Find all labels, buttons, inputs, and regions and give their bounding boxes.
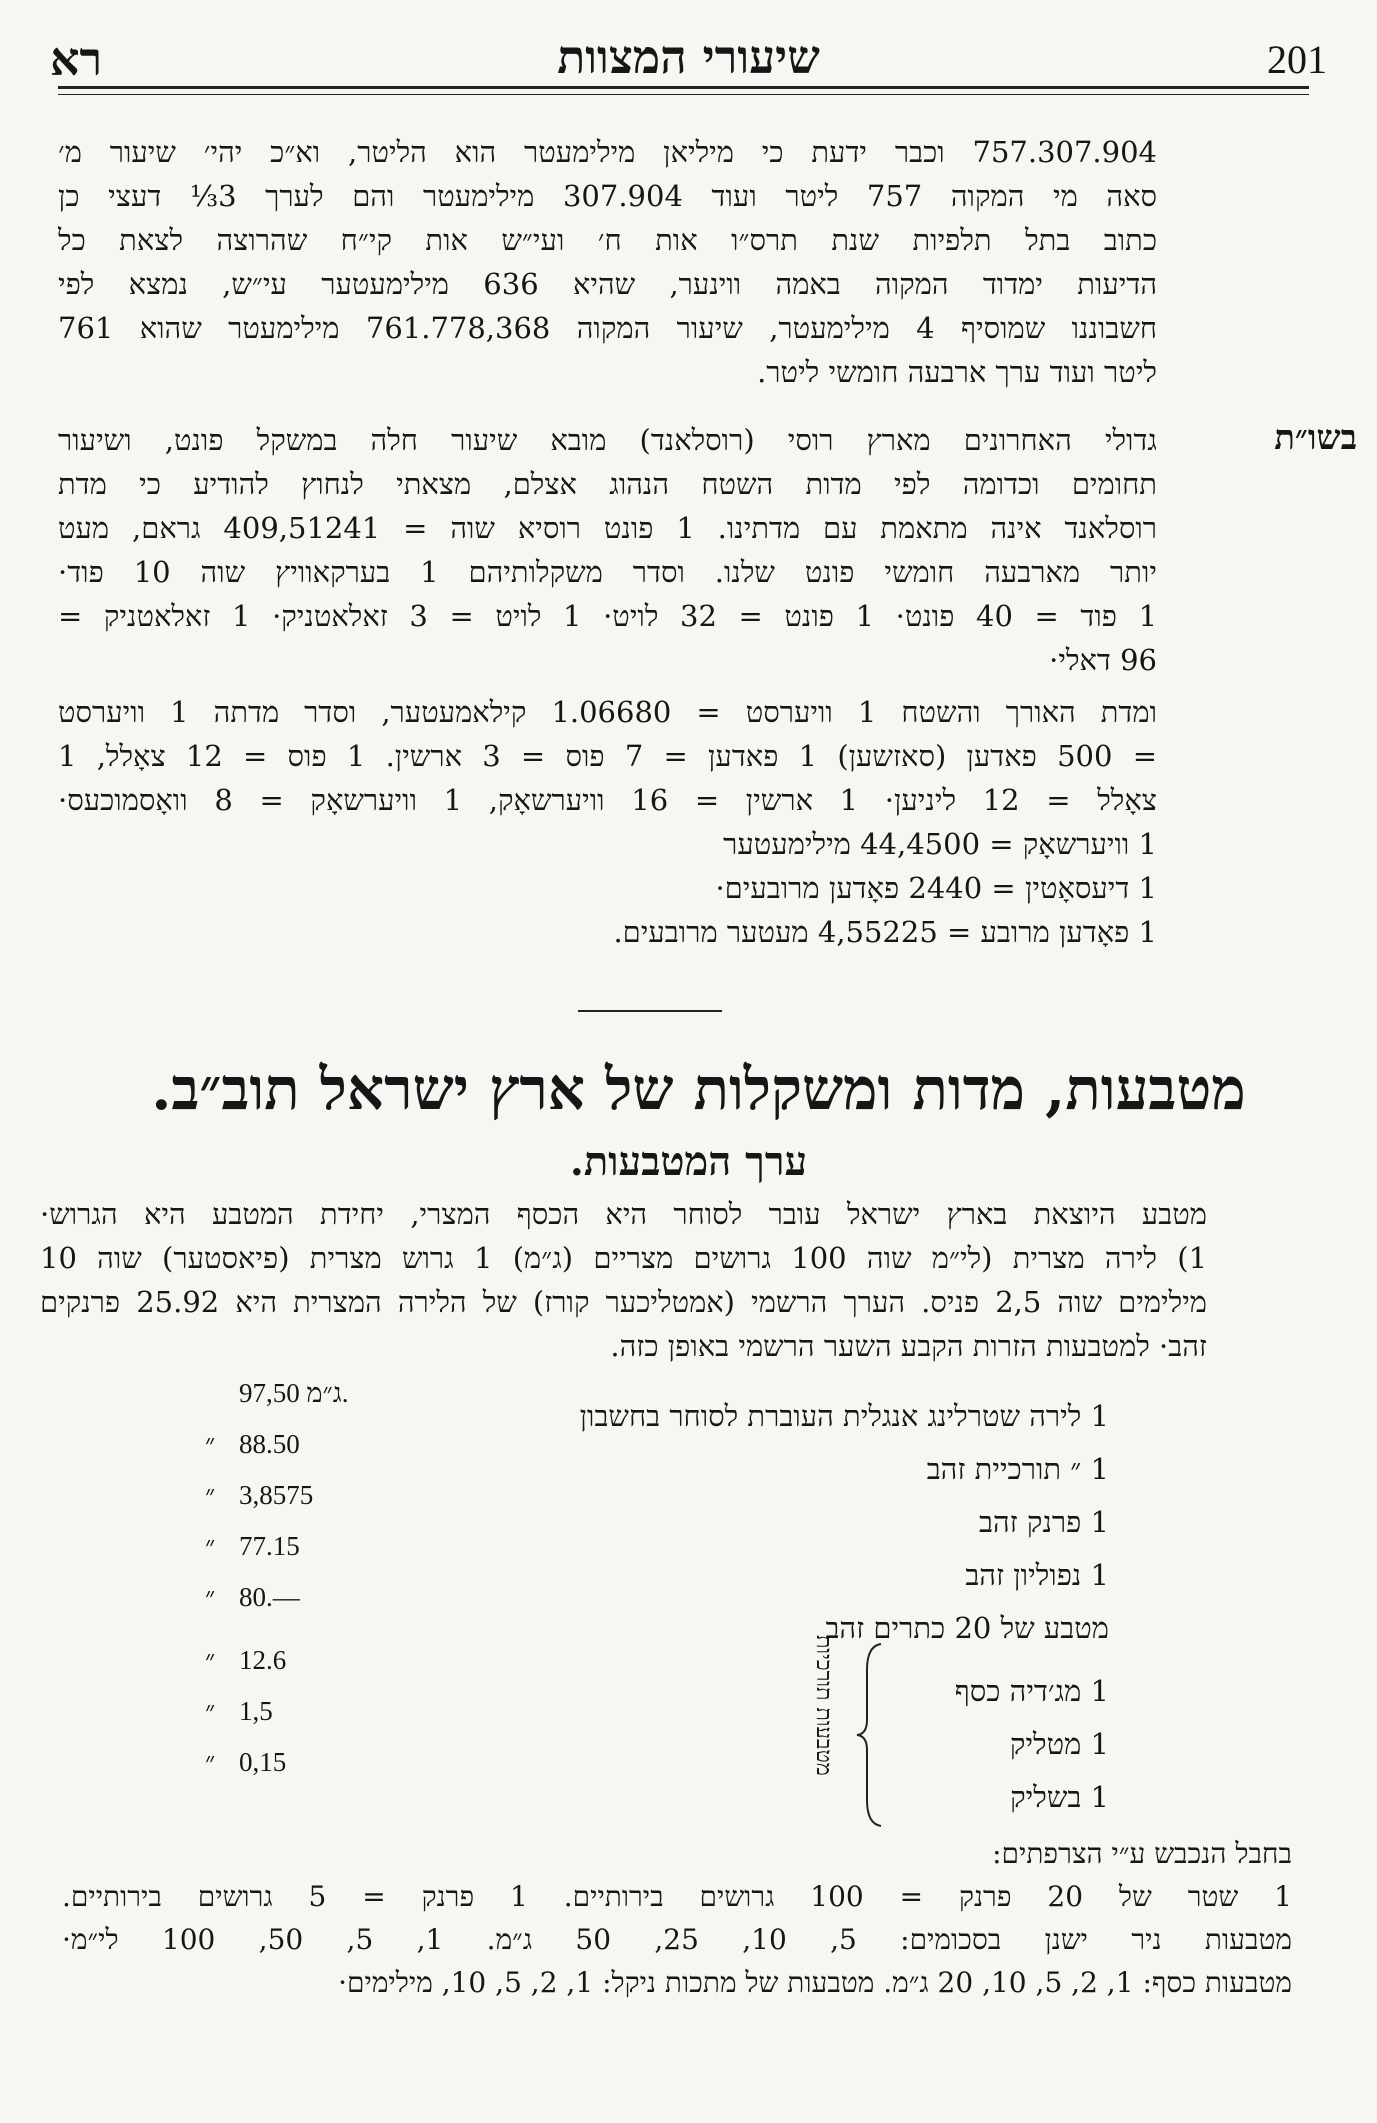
- brace-label: מטבעות תורכיות: [811, 1635, 836, 1776]
- header-rule-thick: [58, 86, 1309, 89]
- text-line: יותר מארבעה חומשי פונט שלנו. וסדר משקלותיהם 1 בערקאוויץ שוה 10 פוד·: [58, 555, 1157, 589]
- section-subtitle: ערך המטבעות.: [569, 1138, 808, 1185]
- ditto-mark: ״: [205, 1429, 216, 1459]
- text-line: מטבע היוצאת בארץ ישראל עובר לסוחר היא הכסף המצרי, יחידת המטבע היא הגרוש·: [40, 1197, 1207, 1231]
- rate-value: 88.50: [239, 1429, 300, 1459]
- paragraph-french-zone: [62, 1832, 1292, 2004]
- rate-value: 3,8575: [239, 1480, 314, 1510]
- text-line: מילימים שוה 2,5 פניס. הערך הרשמי (אמטליכער קורז) של הלירה המצרית היא 25.92 פרנקים: [40, 1285, 1207, 1319]
- rate-value: 77.15: [239, 1531, 300, 1561]
- coin-item: 1 ״ תורכיית זהב: [926, 1452, 1109, 1486]
- coin-item: 1 נפוליון זהב: [965, 1558, 1109, 1592]
- brace-shape: [855, 1640, 885, 1830]
- rate-value: 12.6: [239, 1645, 287, 1675]
- rate-value: 0,15: [239, 1747, 287, 1777]
- rate-row: [205, 1737, 425, 1788]
- coin-item: 1 לירה שטרלינג אנגלית העוברת לסוחר בחשבון: [579, 1399, 1109, 1433]
- rate-row: [205, 1368, 425, 1419]
- text-line: גדולי האחרונים מארץ רוסי (רוסלאנד) מובא שיעור חלה במשקל פונט, ושיעור: [58, 423, 1157, 457]
- running-title: שיעורי המצוות: [557, 30, 820, 84]
- text-line: 1 וויערשאָק = 44,4500 מילימעטער: [723, 827, 1157, 861]
- coin-item: 1 מטליק: [1009, 1727, 1109, 1761]
- coin-item: 1 פרנק זהב: [978, 1505, 1109, 1539]
- text-line: 1) לירה מצרית (לי״מ שוה 100 גרושים מצריים (ג״מ) 1 גרוש מצרית (פיאסטער) שוה 10: [40, 1241, 1207, 1275]
- page-number: 201: [1267, 37, 1327, 82]
- text-line: 96 דאלי·: [1049, 643, 1157, 677]
- text-line: 757.307.904 וכבר ידעת כי מיליאן מילימעטר הוא הליטר, וא״כ יהי׳ שיעור מ׳: [58, 135, 1157, 169]
- header-rule-thin: [58, 94, 1309, 95]
- text-line: מטבעות כסף: 1, 2, 5, 10, 20 ג״מ. מטבעות של מתכות ניקל: 1, 2, 5, 10, מילימים·: [338, 1966, 1292, 1999]
- text-line: בחבל הנכבש ע״י הצרפתים:: [992, 1837, 1292, 1870]
- margin-note: בשו״ת: [1274, 418, 1357, 458]
- page-header: [50, 28, 1327, 88]
- paragraph-mikveh: [58, 130, 1157, 394]
- hebrew-page-number: רא: [50, 32, 103, 86]
- text-line: 1 דיעסאָטין = 2440 פאָדען מרובעים·: [715, 871, 1157, 905]
- text-line: ליטר ועוד ערך ארבעה חומשי ליטר.: [757, 355, 1157, 389]
- section-separator: [578, 1010, 722, 1012]
- text-line: חשבוננו שמוסיף 4 מילימעטר, שיעור המקוה 761.778,368 מילימעטר שהוא 761: [58, 311, 1157, 345]
- text-line: מטבעות ניר ישנן בסכומים: 5, 10, 25, 50 ג״מ. 1, 5, 50, 100 לי״מ·: [62, 1923, 1292, 1956]
- ditto-mark: ״: [205, 1696, 216, 1726]
- text-line: הדיעות ימדוד המקוה באמה ווינער, שהיא 636 מילימעטער עי״ש, נמצא לפי: [58, 267, 1157, 301]
- ditto-mark: ״: [205, 1531, 216, 1561]
- section-title: מטבעות, מדות ומשקלות של ארץ ישראל תוב״ב.: [151, 1055, 1246, 1123]
- text-line: סאה מי המקוה 757 ליטר ועוד 307.904 מילימעטר והם לערך 3⅓ דעצי כן: [58, 179, 1157, 213]
- rate-row: [205, 1419, 425, 1470]
- rate-value: 80.—: [239, 1582, 300, 1612]
- ditto-mark: ״: [205, 1582, 216, 1612]
- text-line: צאָלל = 12 ליניען· 1 ארשין = 16 וויערשאָק, 1 וויערשאָק = 8 וואָסמוכעס·: [58, 783, 1157, 817]
- text-line: = 500 פאדען (סאזשען) 1 פאדען = 7 פוס = 3 ארשין. 1 פוס = 12 צאָלל, 1: [58, 739, 1157, 773]
- ditto-mark: ״: [205, 1645, 216, 1675]
- paragraph-russian-lengths: [58, 690, 1157, 954]
- coin-item: 1 מג׳דיה כסף: [954, 1674, 1109, 1708]
- ditto-mark: ״: [205, 1747, 216, 1777]
- text-line: 1 פאָדען מרובע = 4,55225 מעטער מרובעים.: [613, 915, 1157, 949]
- rate-row: [205, 1635, 425, 1686]
- rate-value: 1,5: [239, 1696, 273, 1726]
- rate-row: [205, 1470, 425, 1521]
- rate-row: [205, 1686, 425, 1737]
- text-line: 1 פוד = 40 פונט· 1 פונט = 32 לויט· 1 לויט = 3 זאלאטניק· 1 זאלאטניק =: [58, 599, 1157, 633]
- rate-row: [205, 1572, 425, 1623]
- rate-row: [205, 1521, 425, 1572]
- coin-item: 1 בשליק: [1010, 1780, 1109, 1814]
- rate-column: [205, 1368, 425, 1788]
- text-line: תחומים וכדומה לפי מדות השטח הנהוג אצלם, מצאתי לנחוץ להודיע כי מדת: [58, 467, 1157, 501]
- coin-list: [409, 1390, 1109, 1824]
- brace-label-box: [810, 1635, 850, 1835]
- paragraph-russian-weights: [58, 418, 1157, 682]
- paragraph-coin-intro: [40, 1192, 1207, 1368]
- text-line: זהב· למטבעות הזרות הקבע השער הרשמי באופן כזה.: [610, 1329, 1207, 1363]
- text-line: רוסלאנד אינה מתאמת עם מדתינו. 1 פונט רוסיא שוה = 409,51241 גראם, מעט: [58, 511, 1157, 545]
- rate-value: 97,50 ג״מ.: [239, 1378, 349, 1408]
- text-line: ומדת האורך והשטח 1 וויערסט = 1.06680 קילאמעטער, וסדר מדתה 1 וויערסט: [58, 695, 1157, 729]
- ditto-mark: ״: [205, 1480, 216, 1510]
- text-line: 1 שטר של 20 פרנק = 100 גרושים בירותיים. 1 פרנק = 5 גרושים בירותיים.: [62, 1880, 1292, 1913]
- coin-item: מטבע של 20 כתרים זהב: [825, 1611, 1109, 1645]
- text-line: כתוב בתל תלפיות שנת תרס״ו אות ח׳ ועי״ש אות קי״ח שהרוצה לצאת כל: [58, 223, 1157, 257]
